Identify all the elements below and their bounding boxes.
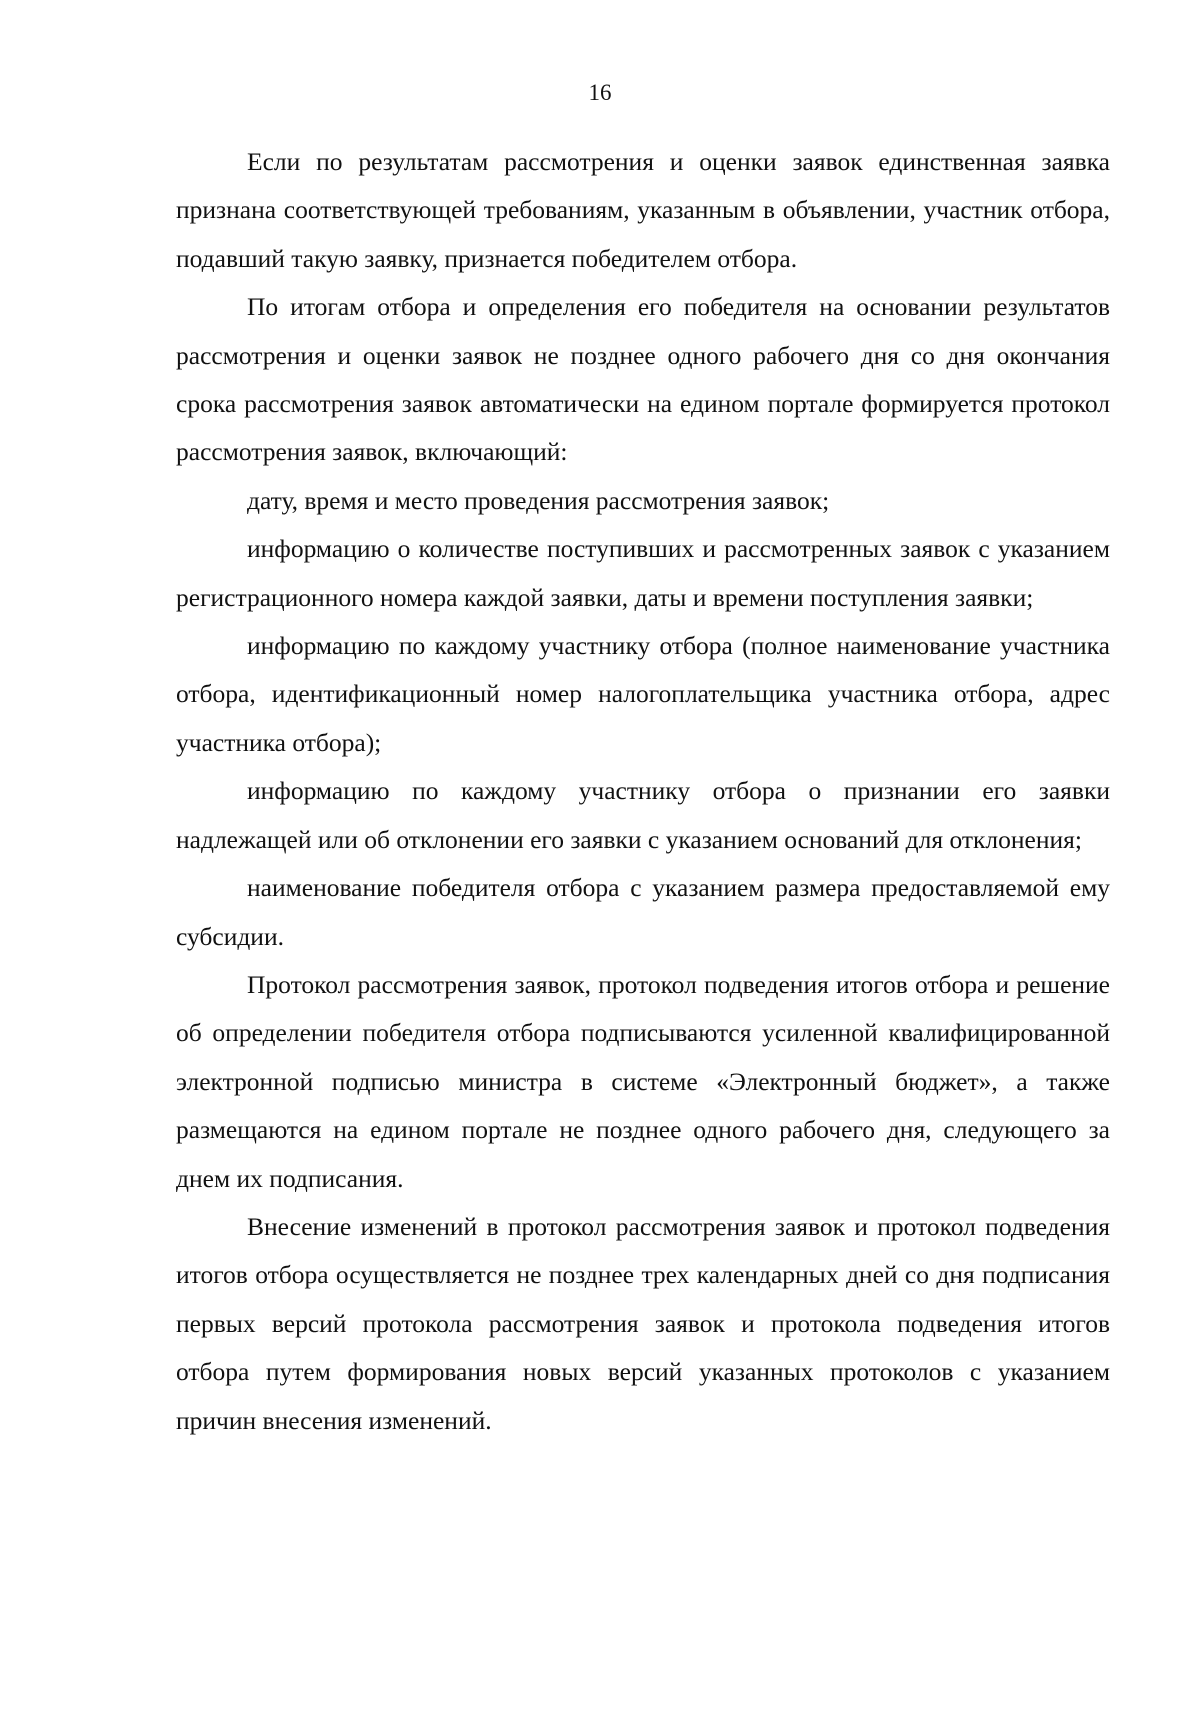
paragraph-protocol-amendments: Внесение изменений в протокол рассмотрения заявок и протокол подведения итогов отбора осуществляется не позднее трех календарных дней со дня подписания первых версий протокола рассмотрения заявок и протокола подведения итогов отбора путем формирования новых версий указанных протоколов с указанием причин внесения изменений. bbox=[176, 1211, 1110, 1435]
paragraph-protocol-applications-count: информацию о количестве поступивших и рассмотренных заявок с указанием регистрационного номера каждой заявки, даты и времени поступления заявки; bbox=[176, 534, 1110, 612]
paragraph-protocol-date-time-place: дату, время и место проведения рассмотрения заявок; bbox=[247, 485, 830, 515]
paragraph-protocol-signing: Протокол рассмотрения заявок, протокол подведения итогов отбора и решение об определении победителя отбора подписываются усиленной квалифицированной электронной подписью министра в системе «Электронный бюджет», а также размещаются на едином портале не позднее одного рабочего дня, следующего за днем их подписания. bbox=[176, 969, 1110, 1193]
document-body bbox=[176, 138, 1110, 1445]
paragraph-protocol-formation: По итогам отбора и определения его победителя на основании результатов рассмотрения и оценки заявок не позднее одного рабочего дня со дня окончания срока рассмотрения заявок автоматически на едином портале формируется протокол рассмотрения заявок, включающий: bbox=[176, 292, 1110, 467]
paragraph-protocol-winner-subsidy: наименование победителя отбора с указанием размера предоставляемой ему субсидии. bbox=[176, 873, 1110, 951]
paragraph-protocol-application-status: информацию по каждому участнику отбора о признании его заявки надлежащей или об отклонении его заявки с указанием оснований для отклонения; bbox=[176, 776, 1110, 854]
page-number: 16 bbox=[588, 80, 612, 105]
paragraph-single-application-winner: Если по результатам рассмотрения и оценки заявок единственная заявка признана соответствующей требованиям, указанным в объявлении, участник отбора, подавший такую заявку, признается победителем отбора. bbox=[176, 147, 1110, 273]
paragraph-protocol-participant-info: информацию по каждому участнику отбора (полное наименование участника отбора, идентификационный номер налогоплательщика участника отбора, адрес участника отбора); bbox=[176, 631, 1110, 757]
